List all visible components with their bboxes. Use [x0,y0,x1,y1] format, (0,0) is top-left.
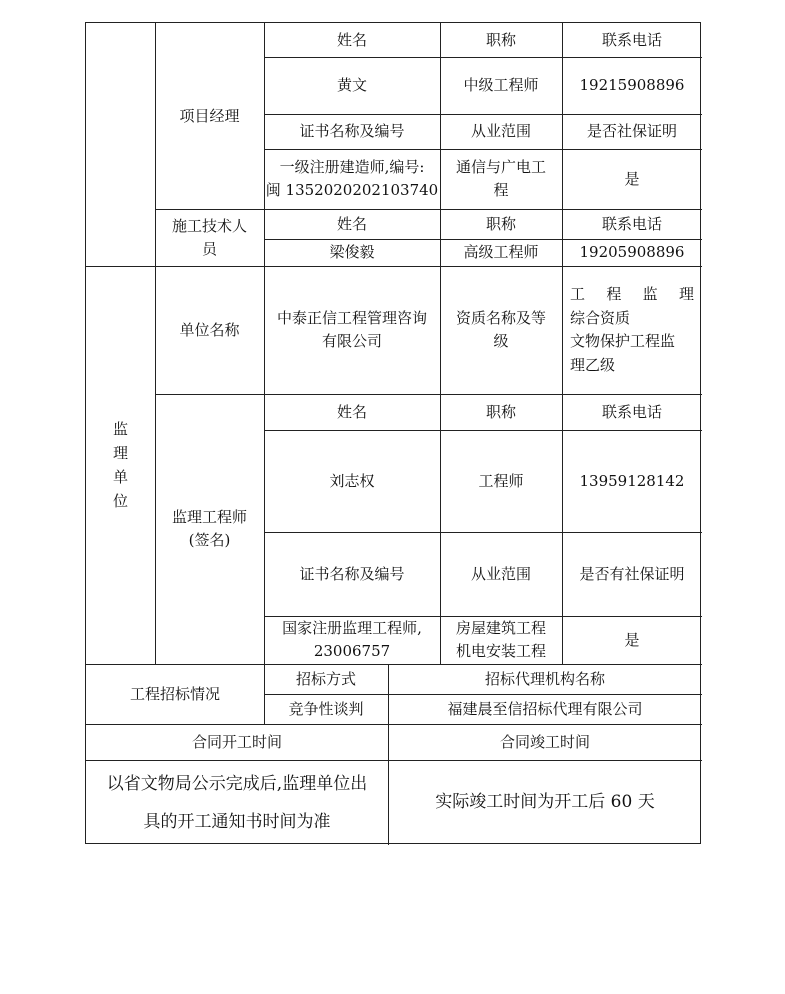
engineer-header-title: 职称 [485,402,516,421]
tech-title: 高级工程师 [463,243,539,261]
tech-name: 梁俊毅 [329,243,375,261]
engineer-phone: 13959128142 [579,471,685,490]
personnel-table [85,22,701,844]
engineer-header-phone: 联系电话 [601,402,662,421]
bidding-agency-value: 福建晨至信招标代理有限公司 [447,699,643,718]
contract-start-value: 以省文物局公示完成后,监理单位出 具的开工通知书时间为准 [106,773,368,832]
engineer-social-header: 是否有社保证明 [579,564,685,583]
engineer-cert-value: 国家注册监理工程师, 23006757 [282,619,422,660]
engineer-header-name: 姓名 [336,402,367,421]
supervision-qual-label: 资质名称及等 级 [455,309,546,350]
bidding-method-header: 招标方式 [295,669,356,688]
manager-header-phone: 联系电话 [601,30,662,49]
manager-name: 黄文 [336,76,367,94]
supervision-qual-value: 工 程 监 理 综合资质 文物保护工程监 理乙级 [570,285,694,374]
engineer-cert-header: 证书名称及编号 [299,564,405,583]
contract-end-header: 合同竣工时间 [499,732,590,751]
supervision-company: 中泰正信工程管理咨询 有限公司 [276,309,427,350]
manager-phone: 19215908896 [579,76,685,94]
engineer-name: 刘志权 [329,471,375,490]
manager-header-name: 姓名 [336,30,367,49]
engineer-social-value: 是 [624,630,640,649]
tech-label: 施工技术人 员 [171,216,247,258]
engineer-title: 工程师 [478,471,524,490]
manager-header-title: 职称 [485,30,516,49]
bidding-method-value: 竞争性谈判 [288,699,364,718]
manager-cert-header: 证书名称及编号 [299,122,405,140]
manager-social-header: 是否社保证明 [586,122,677,140]
tech-header-phone: 联系电话 [601,214,662,233]
manager-label: 项目经理 [179,106,240,125]
manager-scope-value: 通信与广电工 程 [455,158,546,199]
supervision-name-label: 单位名称 [179,320,240,339]
supervision-engineer-label: 监理工程师 (签名) [171,508,247,549]
tech-header-title: 职称 [485,214,516,233]
contract-end-value: 实际竣工时间为开工后 60 天 [435,792,655,812]
engineer-scope-header: 从业范围 [470,564,531,583]
manager-scope-header: 从业范围 [470,122,531,140]
tech-phone: 19205908896 [579,243,685,261]
bidding-agency-header: 招标代理机构名称 [484,669,605,688]
manager-title: 中级工程师 [463,76,539,94]
supervision-unit-label: 监 理 单 位 [112,420,128,510]
engineer-scope-value: 房屋建筑工程 机电安装工程 [455,619,546,660]
manager-cert-value: 一级注册建造师,编号: 闽 1352020202103740 [265,158,439,199]
manager-social-value: 是 [624,169,640,188]
tech-header-name: 姓名 [336,214,367,233]
bidding-label: 工程招标情况 [129,684,220,703]
contract-start-header: 合同开工时间 [191,732,282,751]
